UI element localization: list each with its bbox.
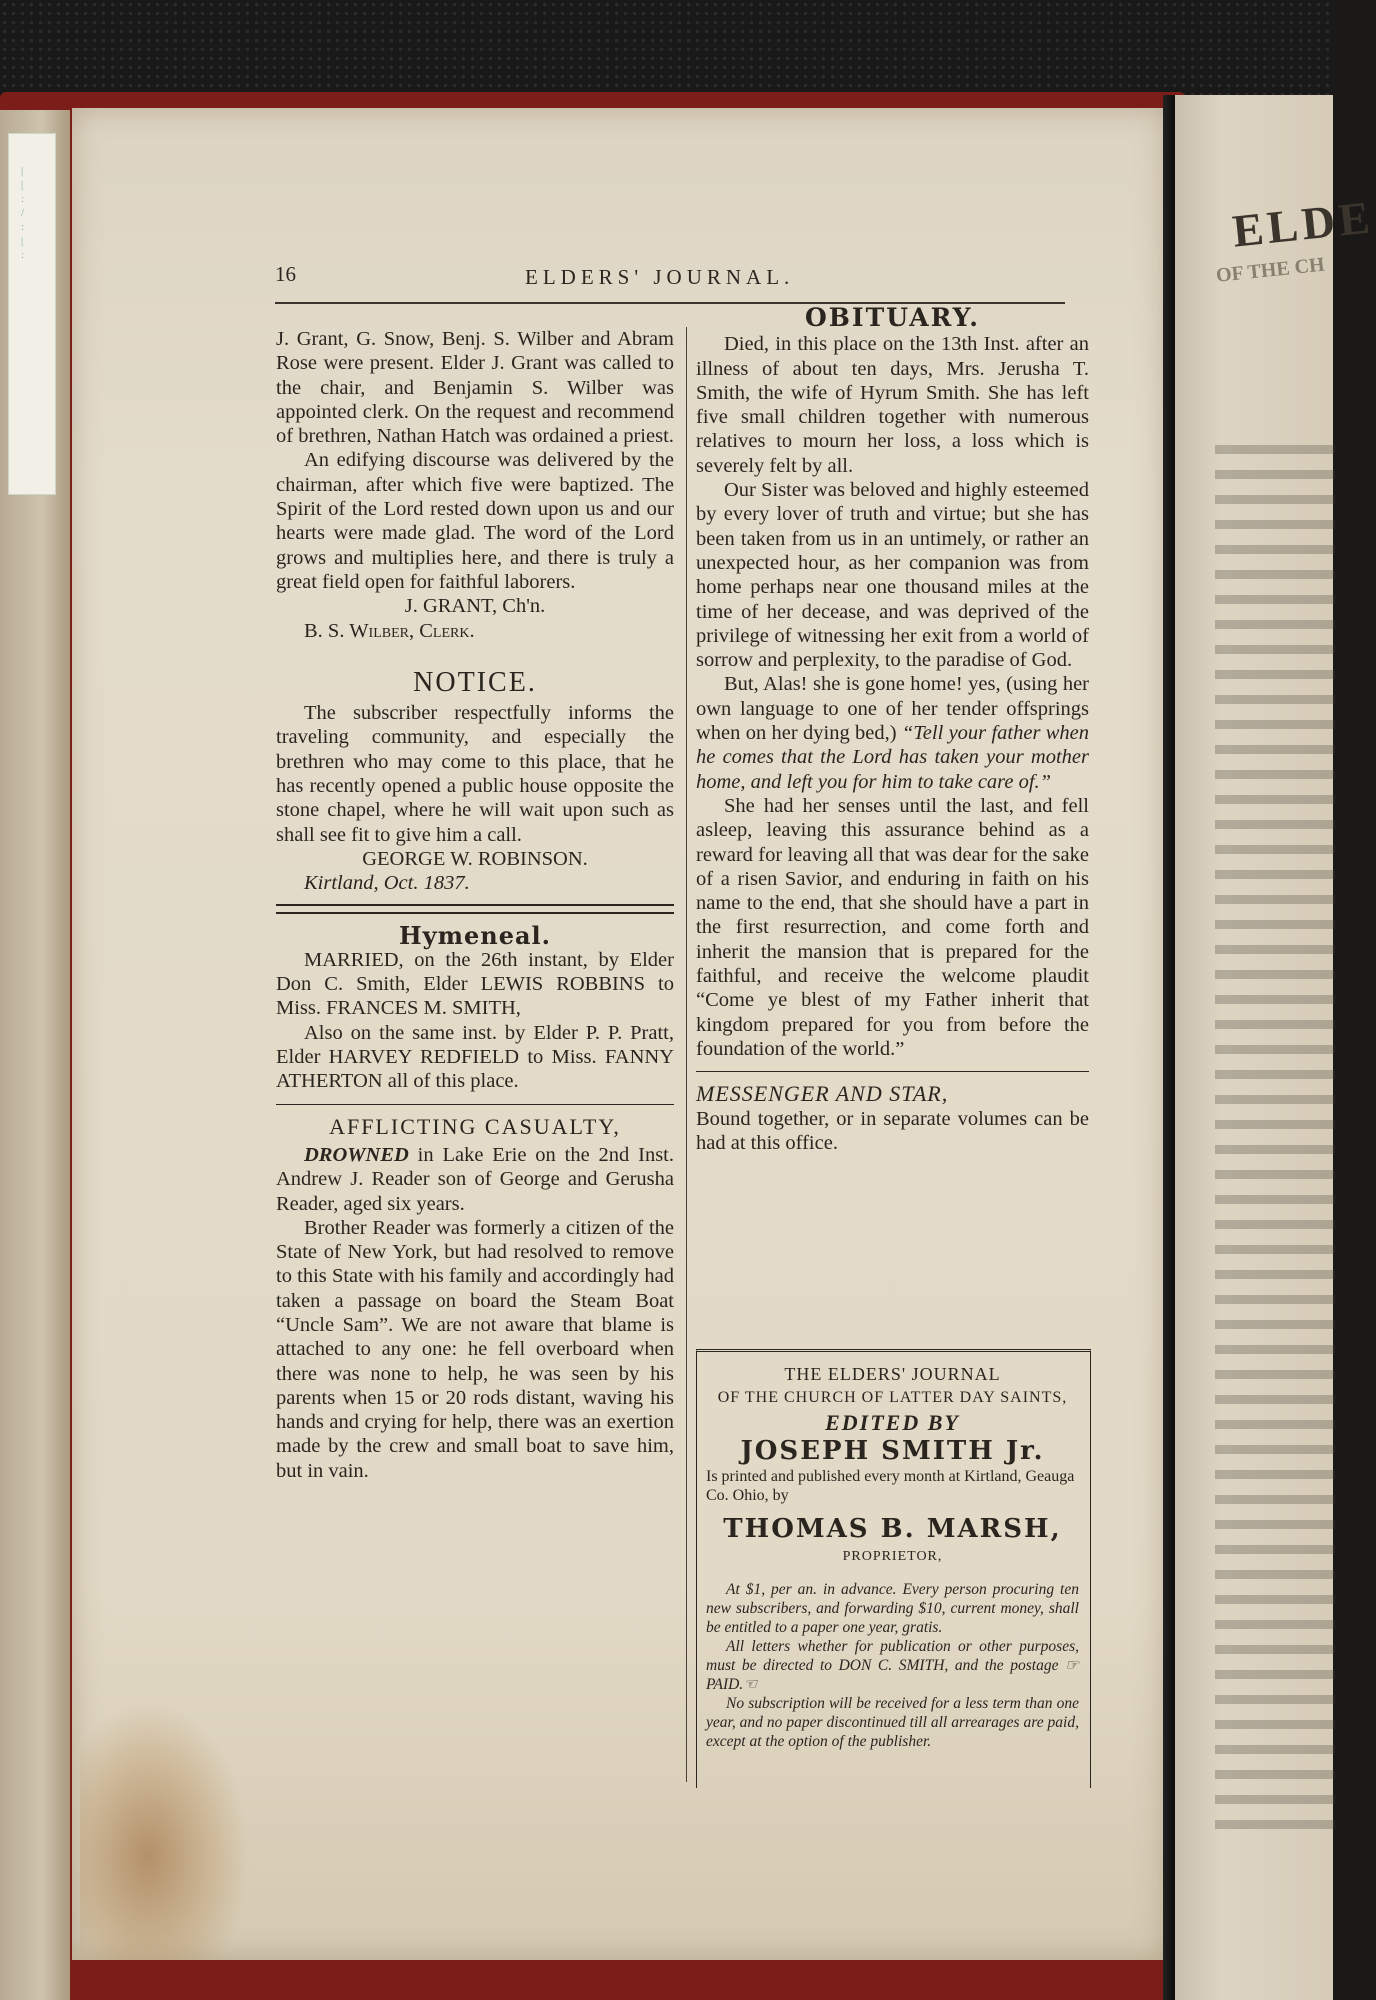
background-mat xyxy=(0,0,1333,95)
chairman-signature: J. GRANT, Ch'n. xyxy=(404,595,546,618)
book-gutter xyxy=(1163,95,1175,2000)
column-divider xyxy=(686,327,687,1782)
terms-paragraph: All letters whether for publication or other purposes, must be directed to DON C. SMITH, and the postage ☞PAID.☜ xyxy=(706,1637,1079,1693)
subscription-terms xyxy=(706,1580,1079,1751)
tab-marks: | | : / : | : xyxy=(21,165,25,261)
notice-dateline: Kirtland, Oct. 1837. xyxy=(304,872,470,895)
casualty-heading: AFFLICTING CASUALTY, xyxy=(329,1113,621,1139)
minutes-paragraph: J. Grant, G. Snow, Benj. S. Wilber and Abram Rose were present. Elder J. Grant was called to the chair, and Benjamin S. Wilber was appointed clerk. On the request and recommend of brethren, Nathan Hatch was ordained a priest. xyxy=(276,328,674,448)
box-proprietor: PROPRIETOR, xyxy=(842,1549,943,1565)
box-edited-by: EDITED BY xyxy=(825,1409,960,1435)
water-stain xyxy=(80,1700,250,1960)
obituary-paragraph: Our Sister was beloved and highly esteemed by every lover of truth and virtue; but she has been taken from us in an untimely, or rather an unexpected hour, as her companion was from home perhaps near one thousand miles at the time of her decease, and was deprived of the privilege of witnessing her exit from a world of sorrow and perplexity, to the paradise of God. xyxy=(696,479,1089,672)
box-church-name: OF THE CHURCH OF LATTER DAY SAINTS, xyxy=(717,1389,1068,1407)
marriage-notice: Also on the same inst. by Elder P. P. Pratt, Elder HARVEY REDFIELD to Miss. FANNY ATHERTON all of this place. xyxy=(276,1021,674,1093)
box-journal-name: THE ELDERS' JOURNAL xyxy=(784,1364,1001,1384)
obituary-paragraph: But, Alas! she is gone home! yes, (using her own language to one of her tender offsprings when on her dying bed,) xyxy=(696,673,1089,745)
obituary-heading: OBITUARY. xyxy=(805,303,980,332)
box-editor-name: JOSEPH SMITH Jr. xyxy=(740,1435,1045,1466)
section-rule xyxy=(696,1071,1089,1072)
journal-title: ELDERS' JOURNAL. xyxy=(525,265,795,289)
minutes-paragraph: An edifying discourse was delivered by the chairman, after which five were baptized. The Spirit of the Lord rested down upon us and our hearts were made glad. The word of the Lord grows and multiplies here, and there is truly a great field open for faithful laborers. xyxy=(276,449,674,593)
casualty-lead: DROWNED xyxy=(304,1143,409,1166)
publisher-box xyxy=(706,1362,1079,1751)
box-publisher-name: THOMAS B. MARSH, xyxy=(723,1514,1062,1545)
section-rule xyxy=(276,904,674,914)
messenger-heading: MESSENGER AND STAR, xyxy=(696,1081,949,1107)
casualty-paragraph: in Lake Erie on the 2nd Inst. Andrew J. Reader son of George and Gerusha Reader, aged six years. xyxy=(276,1143,674,1215)
adjacent-page-text xyxy=(1215,445,1335,1845)
obituary-paragraph: She had her senses until the last, and fell asleep, leaving this assurance behind as a reward for leaving all that was dear for the sake of a risen Savior, and enduring in faith on his name to the end, that she should have a part in the first resurrection, and come forth and inherit the mansion that is prepared for the faithful, and receive the welcome plaudit “Come ye blest of my Father inherit that kingdom prepared for you from before the foundation of the world.” xyxy=(696,794,1089,1060)
casualty-paragraph: Brother Reader was formerly a citizen of the State of New York, but had resolved to remove to this State with his family and accordingly had taken a passage on board the Steam Boat “Uncle Sam”. We are not aware that blame is attached to any one: he fell overboard when there was none to help, he was seen by his parents when 15 or 20 rods distant, waving his hands and crying for help, there was an exertion made by the crew and small boat to save him, but in vain. xyxy=(276,1216,674,1482)
section-rule xyxy=(276,1104,674,1105)
terms-paragraph: No subscription will be received for a less term than one year, and no paper discontinued till all arrearages are paid, except at the option of the publisher. xyxy=(706,1694,1079,1750)
right-column xyxy=(696,303,1090,1155)
left-column xyxy=(276,327,674,1483)
marriage-notice: MARRIED, on the 26th instant, by Elder Don C. Smith, Elder LEWIS ROBBINS to Miss. FRANCES M. SMITH, xyxy=(276,948,674,1020)
page-header xyxy=(275,262,1065,304)
adjacent-page-title: ELDE xyxy=(1230,191,1376,257)
box-publication-info: Is printed and published every month at Kirtland, Geauga Co. Ohio, by xyxy=(706,1468,1075,1505)
adjacent-page-subtitle: OF THE CH xyxy=(1215,253,1326,287)
obituary-paragraph: Died, in this place on the 13th Inst. after an illness of about ten days, Mrs. Jerusha T. Smith, the wife of Hyrum Smith. She has left five small children together with numerous relatives to mourn her loss, a loss which is severely felt by all. xyxy=(696,333,1089,477)
library-tab xyxy=(8,133,56,495)
hymeneal-heading: Hymeneal. xyxy=(398,920,552,950)
notice-body: The subscriber respectfully informs the traveling community, and especially the brethren who may come to this place, that he has recently opened a public house opposite the stone chapel, where he will wait upon such as shall see fit to give him a call. xyxy=(276,702,674,846)
terms-paragraph: At $1, per an. in advance. Every person procuring ten new subscribers, and forwarding $10, current money, shall be entitled to a paper one year, gratis. xyxy=(706,1580,1079,1636)
clerk-signature: B. S. Wilber, Clerk. xyxy=(304,619,475,642)
obituary-quote: “Tell your father when he comes that the Lord has taken your mother home, and left you for him to take care of.” xyxy=(696,722,1090,793)
notice-signature: GEORGE W. ROBINSON. xyxy=(362,847,588,870)
notice-heading: NOTICE. xyxy=(413,666,537,698)
messenger-body: Bound together, or in separate volumes can be had at this office. xyxy=(696,1107,1089,1154)
adjacent-page xyxy=(1175,95,1376,2000)
page-number: 16 xyxy=(275,262,296,286)
